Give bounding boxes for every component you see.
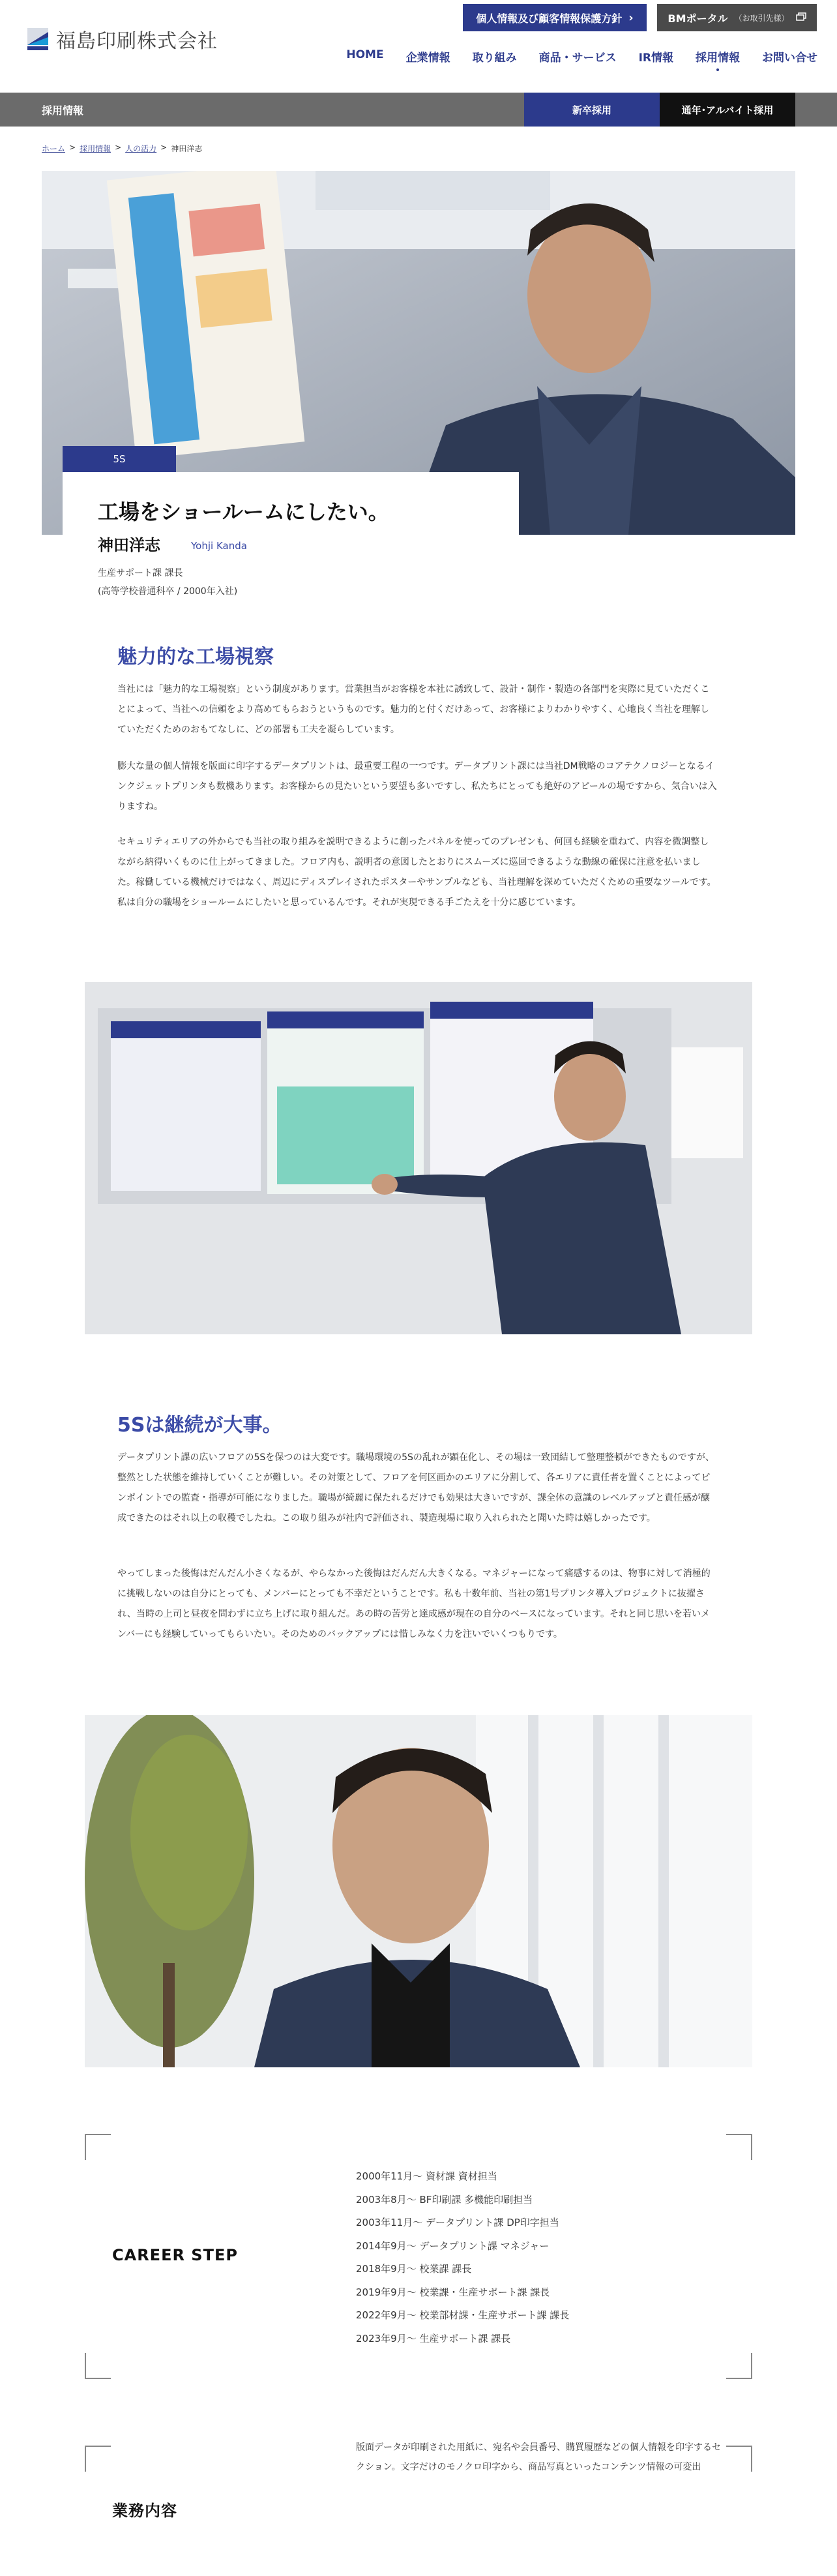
logo-text: 福島印刷株式会社 xyxy=(56,30,218,53)
section2-paragraph: やってしまった後悔はだんだん小さくなるが、やらなかった後悔はだんだん大きくなる。マネジャーになって痛感するのは、物事に対して消極的に挑戦しないのは自分にとっても、メンバーにとっても不幸だということです。私も十数年前、当社の第1号プリンタ導入プロジェクトに抜擢され、当時の上司と昼夜を問わずに立ち上げに取り組んだ。あの時の苦労と達成感が現在の自分のベースになっています。それと同じ思いを若いメンバーにも経験していってもらいたい。そのためのバックアップには惜しみなく力を注いでいくつもりです。 xyxy=(117,1568,711,1640)
portrait-photo xyxy=(85,1715,752,2067)
privacy-button-label: 個人情報及び顧客情報保護方針 xyxy=(476,12,623,25)
bm-button-note: （お取引先様） xyxy=(734,13,789,23)
nav-company[interactable]: 企業情報 xyxy=(405,52,450,65)
person-school: (高等学校普通科卒 / 2000年入社) xyxy=(98,586,238,597)
career-item: 2003年8月〜 BF印刷課 多機能印刷担当 xyxy=(356,2193,533,2206)
site-logo[interactable] xyxy=(27,25,218,53)
career-list xyxy=(356,2165,569,2350)
category-tag: 5S xyxy=(63,446,176,472)
section1-paragraph: 当社には「魅力的な工場視察」という制度があります。営業担当がお客様を本社に誘致して、設計・制作・製造の各部門を実際に見ていただくことによって、当社への信頼をより高めてもらおうというものです。魅力的と付くだけあって、お客様によりわかりやすく、心地良く当社を理解していただくためのおもてなしに、どの部署も工夫を凝らしています。 xyxy=(117,684,710,735)
section2-title: 5Sは継続が大事。 xyxy=(117,1414,282,1437)
frame-corner xyxy=(85,2134,111,2160)
career-item: 2023年9月〜 生産サポート課 課長 xyxy=(356,2332,511,2344)
section1-paragraph: 膨大な量の個人情報を版面に印字するデータプリントは、最重要工程の一つです。データプリント課には当社DM戦略のコアテクノロジーとなるインクジェットプリンタも数機あります。お客様からの見たいという要望も多いですし、私たちにとっても絶好のアピールの場ですから、気合いは入りますね。 xyxy=(117,761,717,812)
frame-corner xyxy=(726,2353,752,2379)
breadcrumb-people[interactable]: 人の活力 xyxy=(125,144,157,153)
breadcrumb-separator: > xyxy=(69,143,76,152)
breadcrumb-recruit[interactable]: 採用情報 xyxy=(80,144,111,153)
frame-corner xyxy=(726,2446,752,2472)
section2-paragraph: データプリント課の広いフロアの5Sを保つのは大変です。職場環境の5Sの乱れが顕在化し、その場は一致団結して整理整頓ができたものですが、整然とした状態を維持していくことが難しい。その対策として、フロアを何区画かのエリアに分割して、各エリアに責任者を置くことによってピンポイントでの監査・指導が可能になりました。職場が綺麗に保たれるだけでも効果は大きいですが、課全体の意識のレベルアップと責任感が醸成できたのはそれ以上の収穫でしたね。この取り組みが社内で評価され、製造現場に取り入れられたと聞いた時は嬉しかったです。 xyxy=(117,1452,714,1523)
nav-ir[interactable]: IR情報 xyxy=(638,52,673,65)
career-item: 2018年9月〜 校業課 課長 xyxy=(356,2263,472,2275)
career-item: 2014年9月〜 データプリント課 マネジャー xyxy=(356,2239,550,2252)
global-nav xyxy=(346,48,817,65)
breadcrumb-separator: > xyxy=(160,143,168,152)
career-item: 2019年9月〜 校業課・生産サポート課 課長 xyxy=(356,2286,550,2298)
nav-home[interactable]: HOME xyxy=(346,48,384,61)
company-logo-mark-icon xyxy=(27,28,48,50)
breadcrumb-home[interactable]: ホーム xyxy=(42,144,66,153)
page-title: 工場をショールームにしたい。 xyxy=(98,500,389,524)
duty-heading: 業務内容 xyxy=(112,2502,177,2520)
frame-corner xyxy=(85,2446,111,2472)
career-item: 2022年9月〜 校業部材課・生産サポート課 課長 xyxy=(356,2309,570,2321)
career-heading: CAREER STEP xyxy=(112,2246,238,2264)
nav-recruit[interactable]: 採用情報 xyxy=(696,48,740,65)
part-time-recruit-button[interactable]: 通年･アルバイト採用 xyxy=(660,93,795,127)
section1-paragraph: セキュリティエリアの外からでも当社の取り組みを説明できるように創ったパネルを使ってのプレゼンも、何回も経験を重ねて、内容を微調整しながら納得いくものに仕上がってきました。フロア内も、説明者の意図したとおりにスムーズに巡回できるような動線の確保に注意を払いました。稼働している機械だけではなく、周辺にディスプレイされたポスターやサンプルなども、当社理解を深めていただくための重要なツールです。私は自分の職場をショールームにしたいと思っているんです。それが実現できる手ごたえを十分に感じています。 xyxy=(117,837,716,908)
career-item: 2000年11月〜 資材課 資材担当 xyxy=(356,2170,497,2182)
privacy-policy-button[interactable] xyxy=(463,4,647,31)
duty-text: 版面データが印刷された用紙に、宛名や会員番号、購買履歴などの個人情報を印字するセクション。文字だけのモノクロ印字から、商品写真といったコンテンツ情報の可変出 xyxy=(356,2442,721,2472)
bm-portal-button[interactable] xyxy=(657,4,817,31)
nav-products[interactable]: 商品・サービス xyxy=(538,52,617,65)
frame-corner xyxy=(726,2134,752,2160)
frame-corner xyxy=(85,2353,111,2379)
person-name: 神田洋志 xyxy=(98,536,160,554)
person-name-en: Yohji Kanda xyxy=(191,540,247,552)
breadcrumb-separator: > xyxy=(115,143,122,152)
breadcrumb xyxy=(42,143,202,154)
nav-contact[interactable]: お問い合せ xyxy=(762,52,817,65)
recruit-bar-title: 採用情報 xyxy=(42,104,84,117)
person-role: 生産サポート課 課長 xyxy=(98,568,183,578)
new-grad-recruit-button[interactable]: 新卒採用 xyxy=(524,93,660,127)
section1-title: 魅力的な工場視察 xyxy=(117,646,274,668)
career-item: 2003年11月〜 データプリント課 DP印字担当 xyxy=(356,2217,559,2228)
chevron-right-icon: › xyxy=(628,10,634,25)
breadcrumb-current: 神田洋志 xyxy=(171,144,203,153)
bm-button-label: BMポータル xyxy=(668,12,728,25)
nav-initiatives[interactable]: 取り組み xyxy=(472,52,517,65)
presentation-photo xyxy=(85,982,752,1334)
external-window-icon xyxy=(796,12,806,24)
